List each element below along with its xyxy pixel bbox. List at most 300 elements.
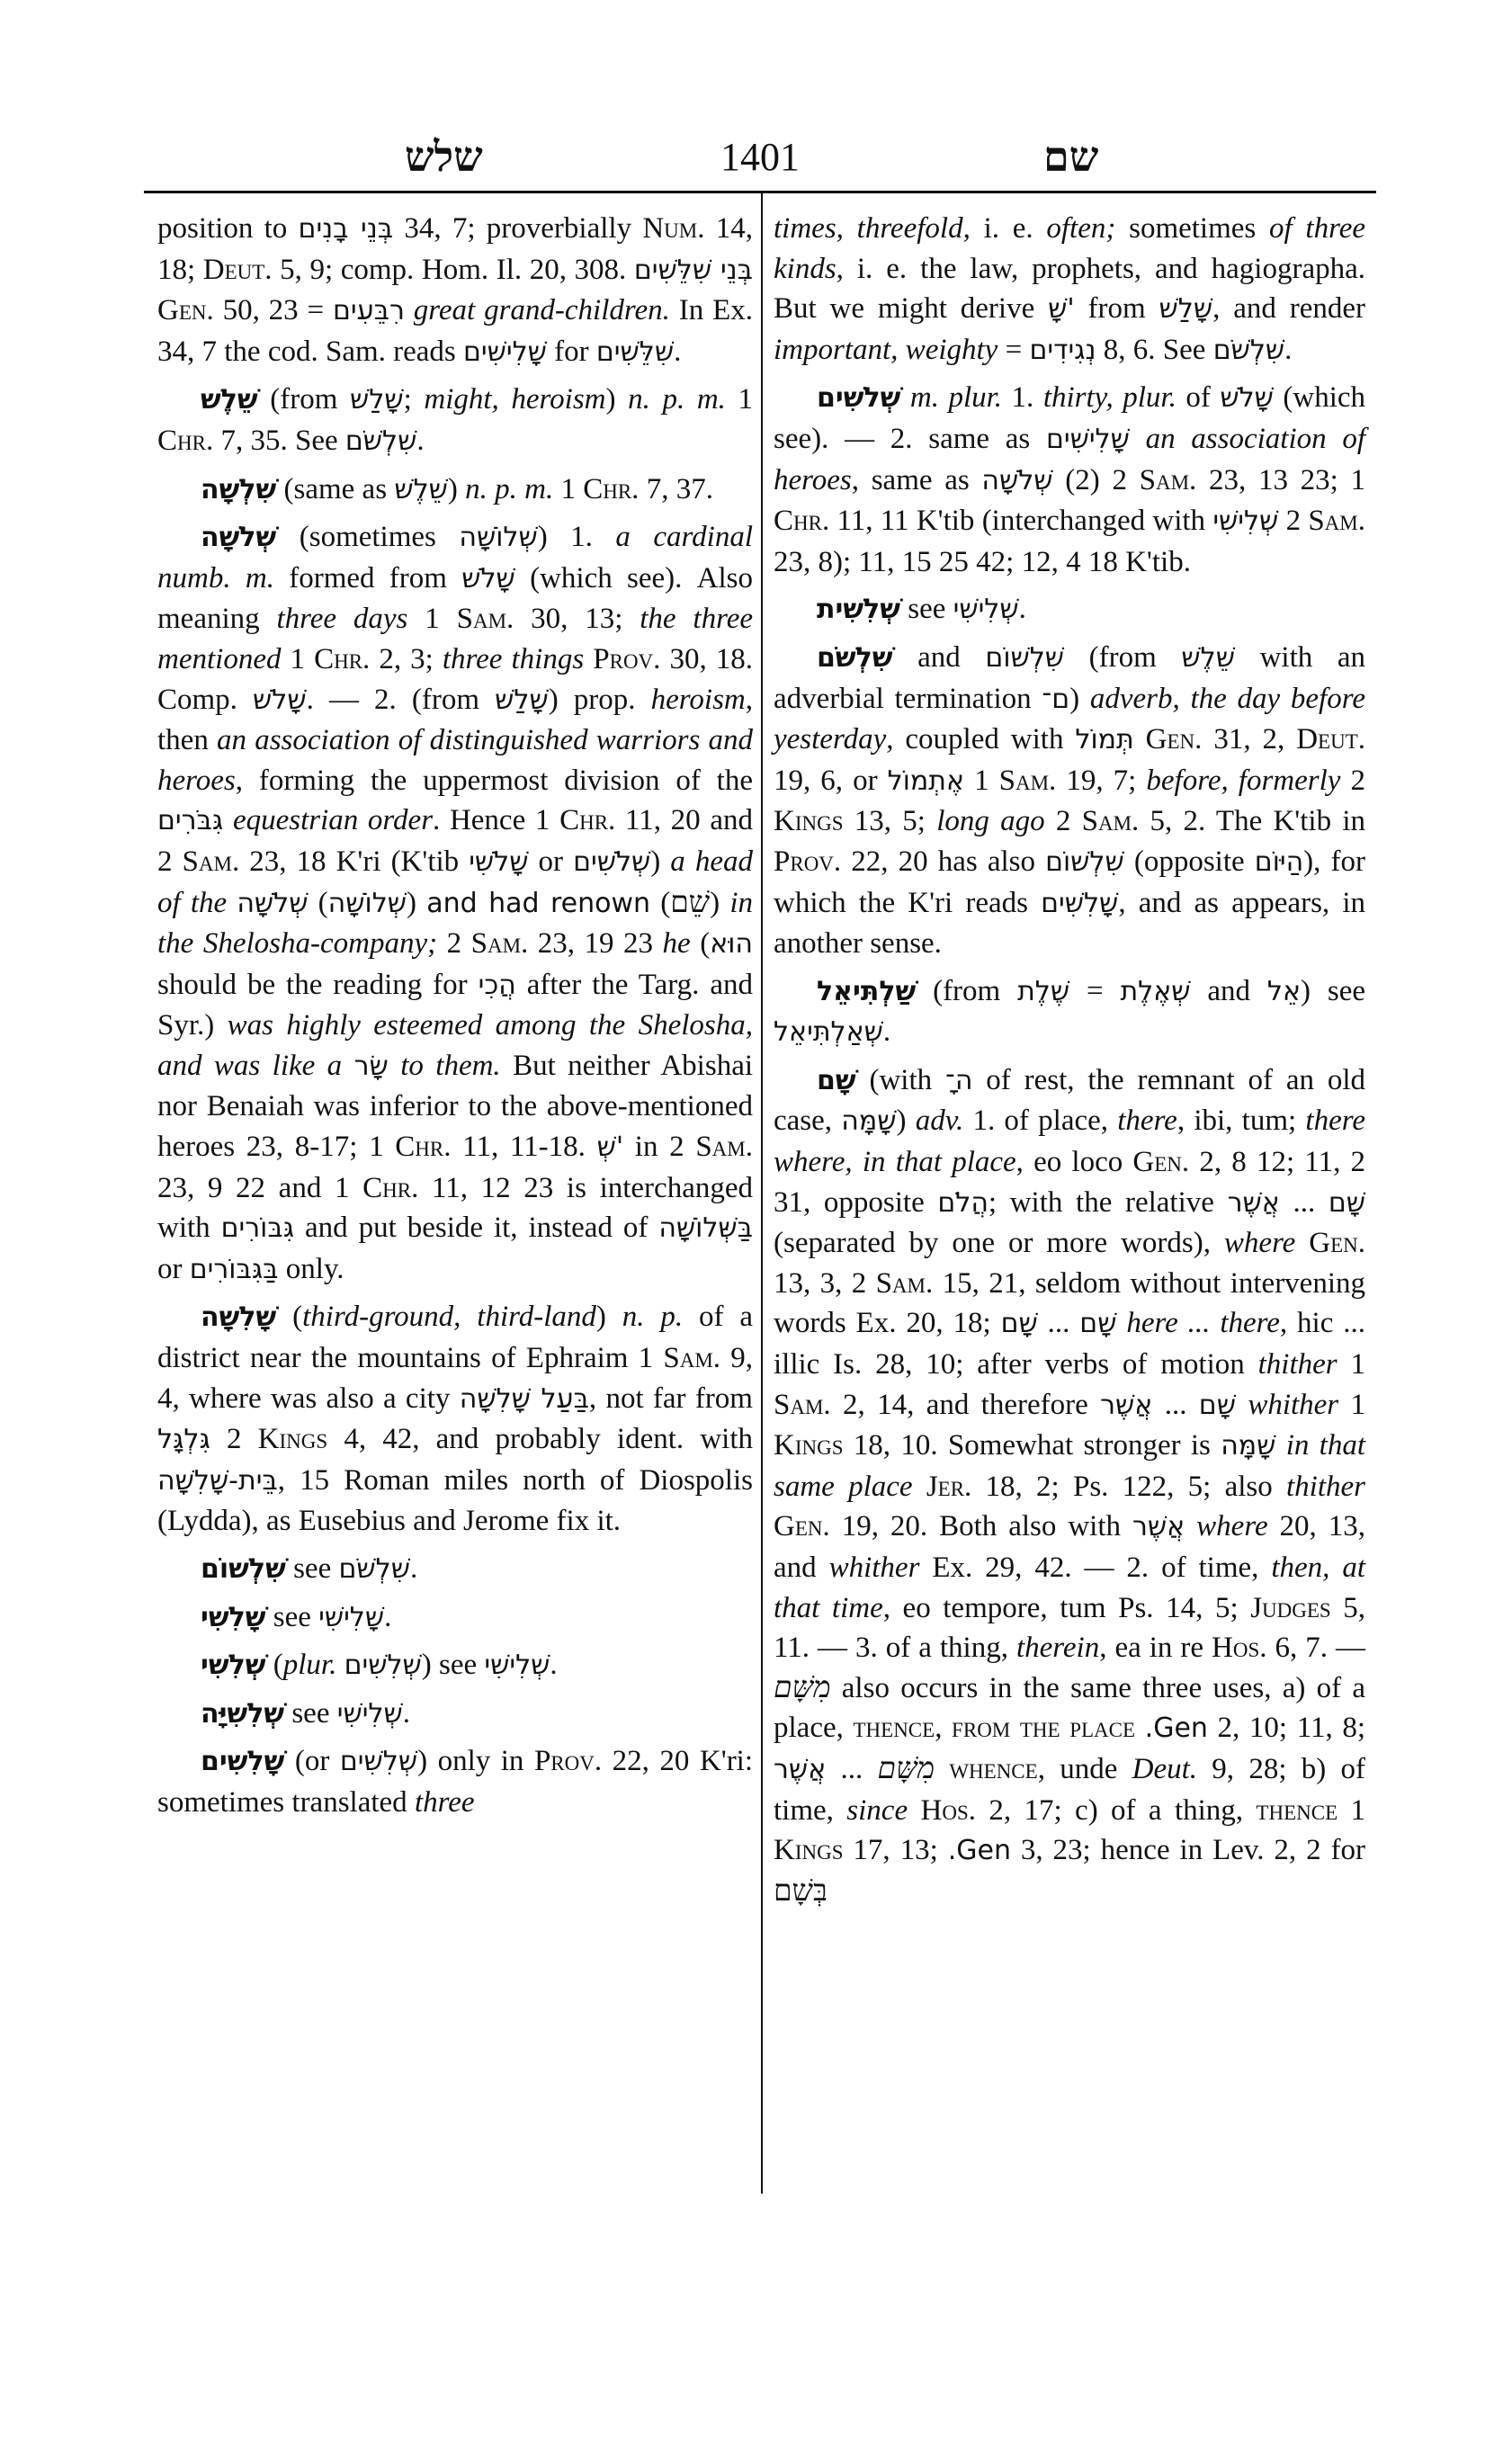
entry-text: 23, 9 22 and 1 (157, 1171, 363, 1204)
entry-text: see (284, 1696, 337, 1730)
book-reference: thence (1256, 1793, 1338, 1827)
entry-text: (which see). — 2. same as (774, 381, 1366, 455)
entry-text: (same as (276, 472, 395, 505)
dictionary-entry (157, 1741, 753, 1822)
hebrew-word: שָׁלֹשׁ (253, 684, 307, 716)
italic-gloss: thither (1257, 1348, 1338, 1381)
book-reference: Sam. (695, 1131, 753, 1164)
hebrew-word: גִּבּוֹרִים (220, 1212, 295, 1245)
entry-text: 7, 35. See (213, 424, 345, 457)
hebrew-word: תְּמוֹל (1075, 724, 1134, 756)
entry-text-continued (774, 1389, 1365, 1908)
hebrew-word: שִׁלְשֹׁם (338, 1553, 410, 1585)
entry-text: (or (284, 1745, 340, 1778)
entry-text: . (402, 1696, 410, 1730)
headword: שַׁלְתִּיאֵל (817, 975, 917, 1007)
entry-text: (from (1064, 640, 1182, 674)
entry-text: , then (157, 683, 753, 757)
hebrew-word: הֲלֹם (937, 1186, 989, 1219)
hebrew-word: בַּשְּׁלוֹשָׁה (658, 1212, 754, 1245)
book-reference: Chr. (157, 424, 214, 457)
entry-text: ; (403, 383, 425, 416)
entry-text (1236, 1389, 1248, 1421)
hebrew-word: שִׁלְשׁוֹם (1045, 845, 1124, 878)
hebrew-word: שָׁלֹשׁ (461, 562, 515, 595)
italic-gloss: since (846, 1793, 908, 1827)
hebrew-word: 'שָׁ (1048, 293, 1075, 326)
hebrew-word: בַּעַל שָׁלִשָׁה (459, 1382, 589, 1415)
book-reference: Gen. (774, 1510, 830, 1543)
headword: שִׁלְשׁוֹם (201, 1553, 286, 1585)
entry-text (1275, 1429, 1285, 1462)
italic-gloss: third-ground, third-land (302, 1301, 596, 1334)
hebrew-word: שָׁלִשִׁים (1041, 887, 1119, 919)
entry-text: (opposite (1123, 845, 1255, 878)
entry-text: , coupled with (886, 723, 1076, 756)
entry-text: ) (407, 886, 427, 919)
entry-text: 19, 7; (1056, 764, 1147, 797)
book-reference: Chr. (395, 1131, 452, 1164)
entry-text: 23, 19 23 (528, 927, 663, 961)
hebrew-word: אֵל (1266, 975, 1301, 1007)
hebrew-word: שִׁלְשֹׁם (1212, 334, 1285, 366)
hebrew-word: שְׁאֶלֶת (1120, 975, 1191, 1007)
entry-text: 11, 20 and 2 (157, 804, 753, 878)
italic-gloss: then, at that time (774, 1551, 1365, 1624)
hebrew-word: ה־ָ (945, 1064, 973, 1096)
book-reference: Sam. (1081, 805, 1140, 838)
italic-gloss: great grand-children. (413, 294, 670, 327)
hebrew-word: שָׁלַשׁ (495, 684, 549, 716)
entry-text: 11, 11 K'tib (interchanged with (829, 505, 1213, 538)
book-reference: Sam. (774, 1388, 831, 1421)
entry-text: only. (278, 1252, 344, 1285)
italic-gloss: מִשָּׁם (877, 1752, 935, 1785)
entry-text: 30, 13; (514, 603, 640, 636)
entry-text: (2) 2 (1052, 463, 1140, 496)
entry-text: , hic ... illic Is. 28, 10; after verbs of motion (774, 1307, 1366, 1381)
entry-text: . (1018, 593, 1026, 626)
entry-text: . (1284, 333, 1293, 366)
entry-text: see (285, 1552, 339, 1585)
entry-text: 1 (1338, 1388, 1365, 1421)
entry-text: 13, 5; (843, 805, 937, 838)
italic-gloss: thither (1286, 1470, 1365, 1503)
entry-text: 2 (1278, 505, 1309, 538)
italic-gloss: m. plur. (909, 381, 1003, 415)
italic-gloss: where (1196, 1510, 1268, 1543)
entry-text: i. e. (970, 212, 1047, 245)
book-reference: Hos. (920, 1793, 976, 1827)
book-reference: Chr. (314, 642, 371, 675)
italic-gloss: to them. (400, 1049, 501, 1082)
entry-text: , same as (851, 463, 982, 496)
dictionary-entry (157, 1297, 753, 1542)
entry-text: , forming the uppermost division of the (235, 764, 753, 797)
entry-text: (which see). Also meaning (157, 561, 753, 636)
hebrew-word: הֲכִי (478, 969, 516, 1001)
hebrew-word: שָׁלֹשׁ (1220, 382, 1274, 415)
hebrew-word: שְׁלֹשָׁה (237, 887, 309, 919)
dictionary-entry (157, 1645, 753, 1686)
entry-text: or (528, 845, 574, 878)
entry-text: 4, 42, and probably ident. with (327, 1423, 753, 1456)
entry-text: and put beside it, instead of (294, 1212, 659, 1245)
entry-text: (sometimes (276, 521, 460, 554)
entry-text: . — 2. (from (306, 683, 496, 716)
entry-text: . (882, 1015, 891, 1049)
hebrew-word: שְׁלוֹשָׁה (459, 522, 538, 554)
entry-text (405, 294, 414, 326)
entry-text: 1 (281, 642, 315, 675)
entry-text: 2 (437, 927, 471, 961)
book-reference: Sam. (182, 845, 240, 878)
book-reference: Kings (257, 1423, 328, 1456)
entry-text (1295, 1227, 1309, 1259)
entry-text: 2, 8 12; 11, 2 31, opposite (774, 1146, 1365, 1219)
headword: שִׁלְשָׁה (201, 473, 277, 505)
hebrew-word: שָׁלִישִׁים (463, 335, 547, 368)
book-reference: Sam. (875, 1266, 934, 1300)
entry-text: 2 (1044, 805, 1082, 838)
hebrew-word: הַיּוֹם (1254, 845, 1304, 878)
entry-text: 18, 10. Somewhat stronger is (843, 1429, 1221, 1462)
hebrew-word: גִּלְגָּל (157, 1424, 210, 1456)
entry-text: ( (276, 1301, 303, 1334)
book-reference: Kings (774, 805, 844, 838)
entry-text: 1 (407, 603, 457, 636)
entry-text: = (998, 333, 1030, 366)
hebrew-word: ם־ (1042, 683, 1070, 715)
entry-text: . (409, 1552, 418, 1585)
italic-gloss: whither (1248, 1388, 1339, 1421)
entry-text (1134, 723, 1146, 756)
book-reference: Num. (642, 212, 705, 245)
hebrew-word: שָׁם (1000, 1308, 1038, 1340)
italic-gloss: often; (1046, 212, 1116, 245)
entry-text: with an adverbial termination (774, 640, 1365, 715)
italic-gloss: n. p. m. (465, 472, 554, 505)
entry-text: 9, 28; b) of time, (774, 1752, 1365, 1827)
entry-text: 20, 13, and (774, 1510, 1366, 1584)
hebrew-word: שָׁלִישִׁים (1045, 423, 1130, 455)
header-rule (144, 191, 1376, 193)
book-reference: Hos. (1212, 1632, 1267, 1665)
entry-text: ) (605, 383, 629, 416)
book-reference: Deut. (202, 253, 273, 286)
entry-text: 6, 7. — (1266, 1632, 1366, 1665)
hebrew-word: אֲשֶׁר (1132, 1511, 1185, 1543)
book-reference: Jer. (926, 1470, 972, 1503)
entry-text: = (1069, 974, 1121, 1007)
italic-gloss: n. p. (622, 1301, 684, 1334)
entry-text: 11, 12 23 is interchanged with (157, 1171, 753, 1245)
entry-text (223, 804, 233, 836)
italic-gloss: might, heroism (424, 383, 606, 416)
entry-text: 8, 6. See (1096, 333, 1213, 366)
entry-text: 1 (964, 764, 999, 797)
entry-text: ) (447, 472, 466, 505)
entry-text: 14, 18; (157, 212, 753, 286)
entry-text: 22, 20 K'ri: sometimes translated (157, 1745, 754, 1819)
hebrew-word: שֶׁלֶת (1017, 975, 1070, 1007)
entry-text: , ibi, tum; (1176, 1104, 1306, 1138)
book-reference: Chr. (583, 472, 640, 505)
hebrew-word: אֲשֶׁר (774, 1753, 827, 1785)
hebrew-word: Gen. (1144, 1712, 1208, 1745)
entry-text: 11, 11-18. (451, 1131, 597, 1164)
italic-gloss: n. p. m. (628, 383, 726, 416)
italic-gloss: times, threefold, (774, 212, 971, 245)
entry-text: 1 (725, 383, 754, 416)
italic-gloss: thirty, plur. (1042, 381, 1176, 415)
entry-text: 7, 37. (639, 472, 713, 505)
entry-text: sometimes (1115, 212, 1269, 245)
entry-text: ) see (1301, 974, 1365, 1007)
hebrew-word: שִׁלֵּשִׁים (595, 335, 675, 368)
book-reference: Gen. (1145, 723, 1203, 756)
entry-text: ) 1. (537, 521, 616, 554)
hebrew-word: אֲשֶׁר (1227, 1186, 1280, 1219)
hebrew-word: שִׁלְשֹׁם (344, 425, 417, 457)
italic-gloss: adv. (915, 1104, 964, 1138)
italic-gloss: Deut. (1132, 1752, 1198, 1785)
hebrew-word: אֲשֶׁר (1100, 1389, 1153, 1421)
italic-gloss: heroism (650, 683, 746, 716)
page-number: 1401 (720, 135, 800, 179)
hebrew-word: נְגִידִים (1029, 334, 1096, 366)
entry-continuation (157, 209, 753, 372)
entry-text: Ex. 29, 42. — 2. of time, (919, 1551, 1272, 1584)
entry-text: (with (855, 1063, 945, 1096)
hebrew-word: שֵׁלֶשׁ (1181, 641, 1235, 674)
book-reference: Sam. (998, 764, 1057, 797)
entry-text: of a district near the mountains of Ephraim 1 (157, 1301, 753, 1375)
entry-text: . (384, 1600, 392, 1633)
headword: שְׁלִשִׁי (201, 1650, 266, 1682)
italic-gloss: מִשָּׁם (774, 1671, 831, 1704)
dictionary-entry (774, 971, 1365, 1053)
entry-text: 2, 3; (370, 642, 443, 675)
entry-text: from (1074, 292, 1159, 326)
entry-text: after the Targ. and Syr.) (157, 968, 754, 1042)
entry-text: 50, 23 = (213, 294, 333, 327)
entry-text (342, 1050, 353, 1082)
hebrew-word: שֵׁלֶשׁ (394, 473, 448, 505)
entry-text: . (550, 1649, 558, 1682)
book-reference: Sam. (663, 1342, 721, 1375)
headword: שְׁלֹשָׁה (201, 522, 277, 554)
hebrew-word: שָׁם (1198, 1389, 1236, 1421)
italic-gloss: a cardinal numb. m. (157, 521, 753, 595)
entry-text: 3, 23; hence in (1010, 1834, 1213, 1867)
hebrew-word: שְׁאַלְתִּיאֵל (774, 1016, 883, 1049)
italic-gloss: therein (1015, 1632, 1100, 1665)
entry-text (1130, 423, 1146, 455)
italic-gloss: the three mentioned (157, 603, 753, 675)
entry-text: see (265, 1600, 319, 1633)
entry-text: 5, 11. — 3. of a thing, (774, 1591, 1366, 1665)
entry-text (336, 1649, 344, 1681)
entry-text: ) (650, 845, 671, 878)
right-column (774, 209, 1365, 1918)
entry-text: 2 (210, 1423, 258, 1456)
book-reference: Chr. (362, 1171, 419, 1204)
book-reference: Chr. (559, 804, 616, 837)
book-reference: Gen. (1309, 1227, 1366, 1260)
entry-text (900, 381, 910, 414)
dictionary-entry (774, 1060, 1365, 1911)
entry-text: ... (1037, 1307, 1080, 1340)
book-reference: Kings (774, 1429, 844, 1462)
book-reference: Gen. (1132, 1146, 1190, 1179)
headword: שֵׁלֶשׁ (201, 384, 258, 416)
dictionary-entry (157, 1549, 753, 1590)
hebrew-word: אֶתְמוֹל (887, 765, 965, 797)
italic-gloss: a head of the (157, 845, 753, 919)
entry-text: 1. (1002, 381, 1043, 415)
headword: שָׁם (817, 1064, 856, 1096)
italic-gloss: adverb, the day before yesterday (774, 682, 1365, 756)
entry-text: , not far from (588, 1381, 753, 1415)
headword: שָׁלִשִׁים (201, 1746, 285, 1778)
entry-text (1135, 1712, 1145, 1744)
book-reference: Sam. (1139, 463, 1197, 496)
entry-text: 2 (1340, 764, 1366, 797)
hebrew-word: שָׁלַשׁ (1159, 293, 1213, 326)
entry-text: In Ex. 34, 7 the cod. Sam. reads (157, 294, 753, 368)
hebrew-word: שְׁלֹשָׁה (981, 464, 1053, 496)
book-reference: Prov. (774, 845, 842, 878)
hebrew-word: שִׁלְשׁוֹם (985, 641, 1065, 674)
hebrew-word: שְׁלִשִׁים (344, 1650, 422, 1682)
book-reference: whence (949, 1752, 1038, 1785)
italic-gloss: in the Shelosha-company; (157, 886, 754, 961)
hebrew-word: בַּגִּבּוֹרִים (189, 1253, 279, 1285)
entry-text: 23, 8); 11, 15 25 42; 12, 4 18 K'tib. (774, 545, 1191, 578)
hebrew-word: בְּנֵי בָנִים (298, 213, 394, 245)
headword: שִׁלְשֹׁם (817, 641, 893, 674)
italic-gloss: he (662, 927, 691, 961)
entry-text: ) (710, 886, 730, 919)
entry-text: 19, 6, or (774, 764, 888, 797)
italic-gloss: before, formerly (1146, 764, 1341, 797)
entry-text: 9, 4, where was also a city (157, 1342, 753, 1415)
running-header (144, 126, 1376, 189)
entry-text: ), for which the K'ri reads (774, 845, 1365, 919)
entry-text: ) only in (417, 1745, 534, 1778)
entry-text: ( (690, 927, 711, 961)
entry-text: ) (595, 1301, 622, 1334)
book-reference: Sam. (456, 603, 514, 636)
book-reference: Judges (1250, 1591, 1331, 1624)
entry-text: ) (1069, 682, 1090, 715)
italic-gloss: there where, in that place (774, 1104, 1365, 1179)
entry-text: 22, 20 has also (841, 845, 1046, 878)
entry-text: 1 (1337, 1348, 1365, 1381)
hebrew-word: שָׁמָּה (1221, 1430, 1276, 1462)
dictionary-entry (157, 517, 753, 1290)
entry-text: , eo loco (1015, 1146, 1133, 1179)
italic-gloss: was highly esteemed among the Shelosha, and was like a (157, 1009, 753, 1082)
entry-text: ( (265, 1649, 283, 1682)
entry-text: 15, 21, seldom without intervening words Ex. 20, 18; (774, 1266, 1365, 1340)
entry-text: (separated by one or more words), (774, 1227, 1224, 1260)
hebrew-word: Gen. (947, 1835, 1011, 1867)
entry-text: ; with the relative (988, 1185, 1228, 1219)
headword: שְׁלֹשִׁים (817, 382, 901, 415)
entry-text: , ea in re (1099, 1632, 1212, 1665)
entry-text: or (157, 1252, 190, 1285)
hebrew-word: שָׁם (1328, 1186, 1366, 1219)
entry-text: 18, 2; Ps. 122, 5; also (971, 1470, 1286, 1503)
hebrew-word: שָׁמָּה (841, 1105, 897, 1138)
entry-text: of rest, the remnant of an old case, (774, 1063, 1365, 1138)
book-reference: Prov. (593, 642, 661, 675)
hebrew-word: שְׁלוֹשָׁה (327, 887, 407, 919)
entry-text (227, 887, 237, 919)
italic-gloss: three (414, 1785, 475, 1819)
entry-text: ) (896, 1104, 916, 1138)
dictionary-entry (774, 638, 1365, 964)
entry-text: , 15 Roman miles north of Diospolis (Lydda), as Eusebius and Jerome fix it. (157, 1463, 753, 1538)
entry-text: , and as appears, in another sense. (774, 886, 1365, 961)
entry-text (1116, 1307, 1126, 1339)
book-reference: Deut. (1296, 723, 1366, 756)
entry-text: for (546, 335, 596, 368)
entry-text: 2, 2 for (1264, 1834, 1366, 1867)
hebrew-word: שְׁלֹשִׁים (573, 845, 651, 878)
left-column (157, 209, 753, 1830)
italic-gloss: an association of distinguished warriors and heroes (157, 724, 753, 797)
italic-gloss: where (1223, 1227, 1296, 1260)
entry-text: and (892, 640, 986, 674)
book-reference: thence, from the place (853, 1712, 1136, 1745)
italic-gloss: here ... there (1126, 1307, 1280, 1340)
hebrew-word: גִּבֹּרִים (157, 805, 224, 837)
entry-text: 31, 2, (1202, 723, 1297, 756)
italic-gloss: plur. (282, 1649, 337, 1682)
hebrew-word: שָׁלִישִׁי (318, 1601, 385, 1633)
hebrew-word: שְׁלִישִׁי (336, 1697, 403, 1730)
hebrew-word: שְׁלִשִׁים (339, 1746, 418, 1778)
italic-gloss: equestrian order (232, 804, 434, 837)
entry-text: 30, 18. Comp. (157, 642, 754, 716)
entry-text: see (899, 593, 953, 626)
dictionary-entry (774, 589, 1365, 630)
italic-gloss: long ago (936, 805, 1045, 838)
entry-text: ) prop. (548, 683, 651, 716)
entry-text: ) see (421, 1649, 485, 1682)
entry-text: , eo tempore, tum Ps. 14, 5; (882, 1591, 1251, 1624)
entry-text: ... (1152, 1388, 1199, 1421)
entry-text (584, 643, 593, 675)
hebrew-word: שָׂר (353, 1050, 389, 1082)
book-reference: Prov. (533, 1745, 603, 1778)
entry-text: . Hence 1 (433, 804, 560, 837)
entry-text: 13, 3, 2 (774, 1266, 876, 1300)
entry-text: position to (157, 212, 299, 245)
entry-text: ... (1279, 1185, 1329, 1219)
entry-text: בְּשָׁם (774, 1874, 828, 1908)
hebrew-word: שְׁלִישִׁי (953, 594, 1019, 626)
hebrew-word: שָׁלַשׁ (350, 384, 404, 416)
book-reference: Kings (774, 1834, 844, 1867)
italic-gloss: three things (442, 642, 585, 675)
book-reference: Sam. (470, 927, 529, 961)
entry-text: 1 (1338, 1793, 1366, 1827)
entry-text: שֵׁם (670, 886, 711, 919)
